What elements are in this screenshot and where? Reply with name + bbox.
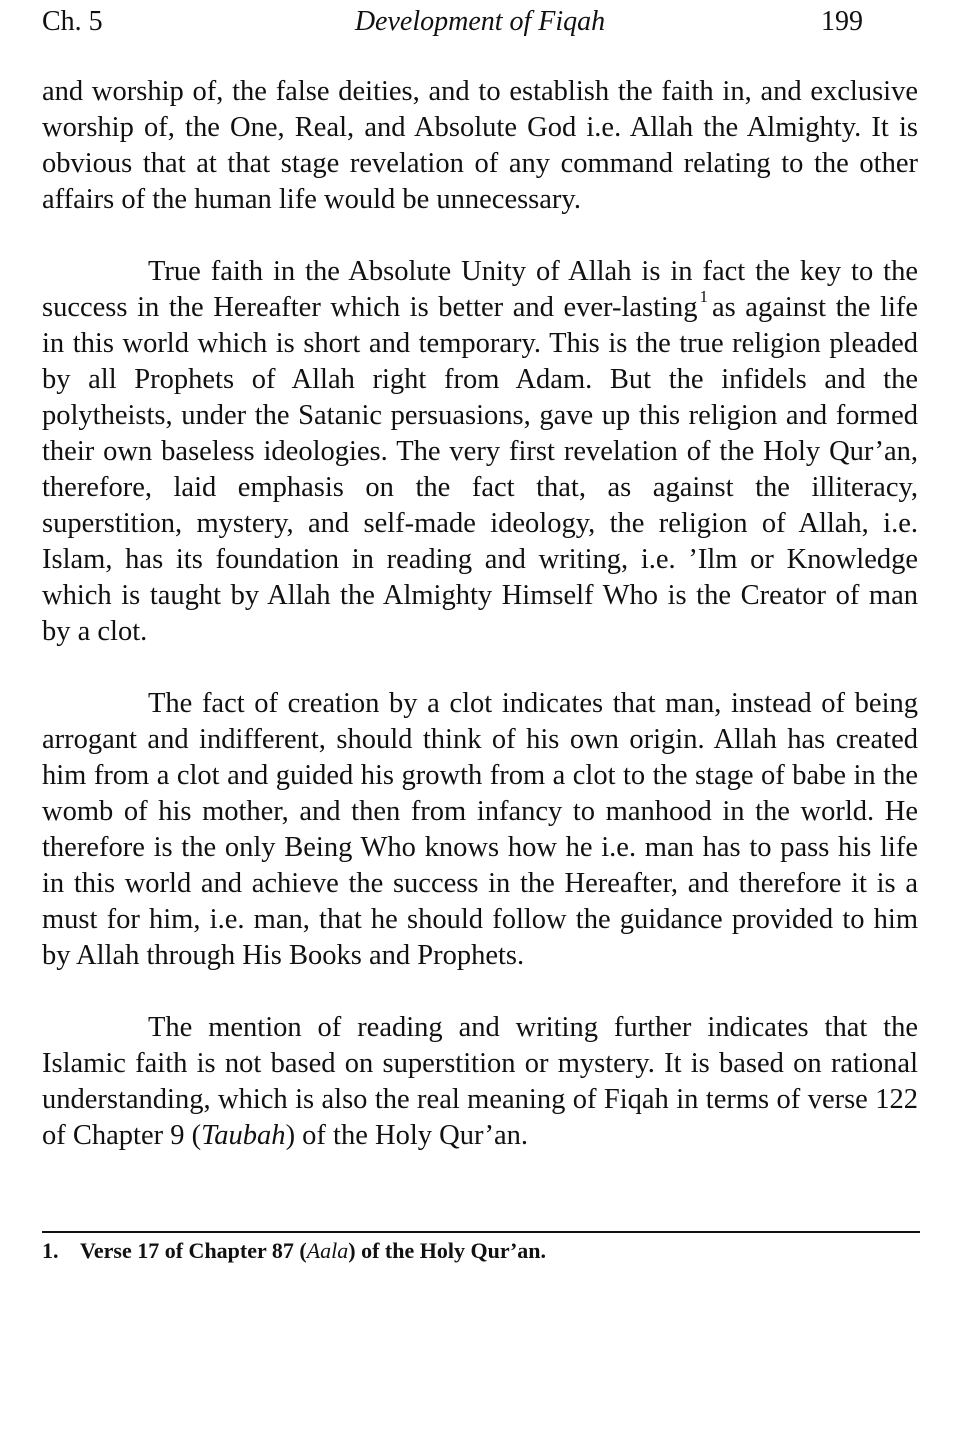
running-header bbox=[42, 2, 918, 42]
paragraph-1: and worship of, the false deities, and to establish the faith in, and exclusive worship of, the One, Real, and Absolute God i.e. Allah the Almighty. It is obvious that at that stage revelation of any command relating to the other affairs of the human life would be unnecessary. bbox=[42, 76, 918, 215]
surah-name-taubah: Taubah bbox=[201, 1120, 286, 1151]
footnote-divider bbox=[42, 1231, 920, 1233]
footnote-number: 1. bbox=[42, 1238, 59, 1263]
paragraph-2 bbox=[42, 254, 918, 650]
paragraph-2-text-start: True faith in the Absolute Unity of Allah is in fact the key to the success in the Hereafter which is better and ever-lasting bbox=[42, 256, 918, 323]
running-title: Development of Fiqah bbox=[354, 6, 606, 37]
footnote bbox=[42, 1237, 918, 1265]
paragraph-3: The fact of creation by a clot indicates that man, instead of being arrogant and indifferent, should think of his own origin. Allah has created him from a clot and guided his growth from a clot to the stage of babe in the womb of his mother, and then from infancy to manhood in the world. He therefore is the only Being Who knows how he i.e. man has to pass his life in this world and achieve the success in the Hereafter, and therefore it is a must for him, i.e. man, that he should follow the guidance provided to him by Allah through His Books and Prophets. bbox=[42, 688, 918, 971]
footnote-text-start: Verse 17 of Chapter 87 ( bbox=[80, 1238, 307, 1263]
body-text bbox=[42, 74, 918, 1190]
footnote-reference: 1 bbox=[699, 287, 708, 306]
paragraph-4-text-start: The mention of reading and writing further indicates that the Islamic faith is not based on superstition or mystery. It is based on rational understanding, which is also the real meaning of Fiqah in terms of verse 122 of Chapter 9 ( bbox=[42, 1012, 918, 1151]
footnote-text-end: ) of the Holy Qur’an. bbox=[348, 1238, 547, 1263]
paragraph-2-text-end: as against the life in this world which is short and temporary. This is the true religion pleaded by all Prophets of Allah right from Adam. But the infidels and the polytheists, under the Satanic persuasions, gave up this religion and formed their own baseless ideologies. The very first revelation of the Holy Qur’an, therefore, laid emphasis on the fact that, as against the illiteracy, superstition, mystery, and self-made ideology, the religion of Allah, i.e. Islam, has its foundation in reading and writing, i.e. ’Ilm or Knowledge which is taught by Allah the Almighty Himself Who is the Creator of man by a clot. bbox=[42, 292, 919, 647]
paragraph-4-text-end: ) of the Holy Qur’an. bbox=[285, 1120, 529, 1151]
chapter-label: Ch. 5 bbox=[42, 6, 103, 37]
page-number: 199 bbox=[821, 6, 863, 37]
surah-name-aala: Aala bbox=[306, 1238, 349, 1263]
paragraph-4 bbox=[42, 1010, 918, 1154]
